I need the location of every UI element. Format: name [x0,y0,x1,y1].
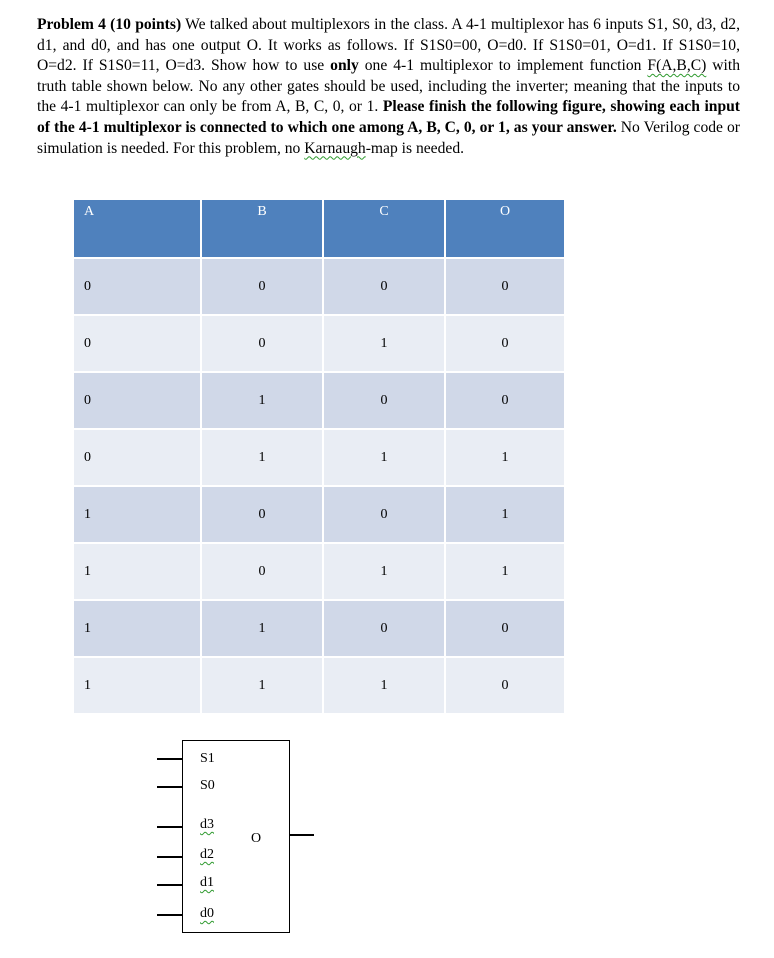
table-row [74,373,564,428]
cell-a: 0 [74,373,200,428]
cell-c: 1 [324,658,444,713]
d1-input-line [157,884,183,886]
table-row [74,259,564,314]
table-row [74,544,564,599]
table-row [74,430,564,485]
cell-a: 0 [74,259,200,314]
cell-c: 1 [324,316,444,371]
cell-o: 1 [446,544,564,599]
cell-o: 1 [446,430,564,485]
problem-title: Problem 4 (10 points) [37,16,182,33]
function-name: F(A,B,C) [647,57,707,75]
cell-a: 1 [74,658,200,713]
cell-a: 1 [74,487,200,542]
problem-statement [37,15,740,159]
pin-output: O [251,831,262,846]
cell-a: 0 [74,430,200,485]
cell-c: 1 [324,544,444,599]
cell-c: 0 [324,601,444,656]
multiplexor-box [182,740,290,933]
cell-a: 1 [74,544,200,599]
pin-d3: d3 [200,817,214,832]
cell-b: 1 [202,430,322,485]
cell-b: 0 [202,544,322,599]
s1-input-line [157,758,183,760]
problem-text-1: We talked about multiplexors in the class. A 4-1 multiplexor has 6 inputs S1, S0, d3, d2, d1, and d0, and has one output O. It works as follows. If S1S0=00, O=d0. If S1S0=01, O=d1. If S1S0=10, O=d2. If S1S0=11, O=d3. Show how to use [37,16,740,75]
cell-c: 0 [324,487,444,542]
pin-d0: d0 [200,906,214,921]
pin-d1: d1 [200,875,214,890]
header-o: O [446,200,564,257]
pin-s1: S1 [200,751,215,766]
cell-a: 1 [74,601,200,656]
s0-input-line [157,786,183,788]
cell-c: 1 [324,430,444,485]
pin-s0: S0 [200,778,215,793]
cell-b: 0 [202,259,322,314]
header-a: A [74,200,200,257]
cell-b: 1 [202,373,322,428]
only-emphasis: only [330,57,359,75]
cell-o: 0 [446,259,564,314]
cell-o: 1 [446,487,564,542]
d0-input-line [157,914,183,916]
cell-c: 0 [324,373,444,428]
truth-table [72,198,566,715]
cell-o: 0 [446,373,564,428]
problem-text-4: No Verilog code or simulation is needed. For this problem, no [37,118,741,157]
table-row [74,487,564,542]
karnaugh-word: Karnaugh [304,139,366,157]
cell-o: 0 [446,658,564,713]
header-b: B [202,200,322,257]
cell-b: 1 [202,601,322,656]
d3-input-line [157,826,183,828]
table-row [74,658,564,713]
cell-b: 0 [202,316,322,371]
d2-input-line [157,856,183,858]
cell-a: 0 [74,316,200,371]
problem-text-5: -map is needed. [365,139,465,157]
cell-o: 0 [446,316,564,371]
header-c: C [324,200,444,257]
pin-d2: d2 [200,847,214,862]
cell-o: 0 [446,601,564,656]
table-row [74,601,564,656]
problem-text-3: with truth table shown below. No any other gates should be used, including the inverter; meaning that the inputs to the 4-1 multiplexor can only be from A, B, C, 0, or 1. [37,57,741,116]
cell-b: 1 [202,658,322,713]
cell-c: 0 [324,259,444,314]
problem-text-2: one 4-1 multiplexor to implement function [358,57,648,75]
table-row [74,316,564,371]
truth-table-header [74,200,564,257]
cell-b: 0 [202,487,322,542]
instruction-bold: Please finish the following figure, showing each input of the 4-1 multiplexor is connected to which one among A, B, C, 0, or 1, as your answer. [37,98,740,136]
output-line [290,834,314,836]
